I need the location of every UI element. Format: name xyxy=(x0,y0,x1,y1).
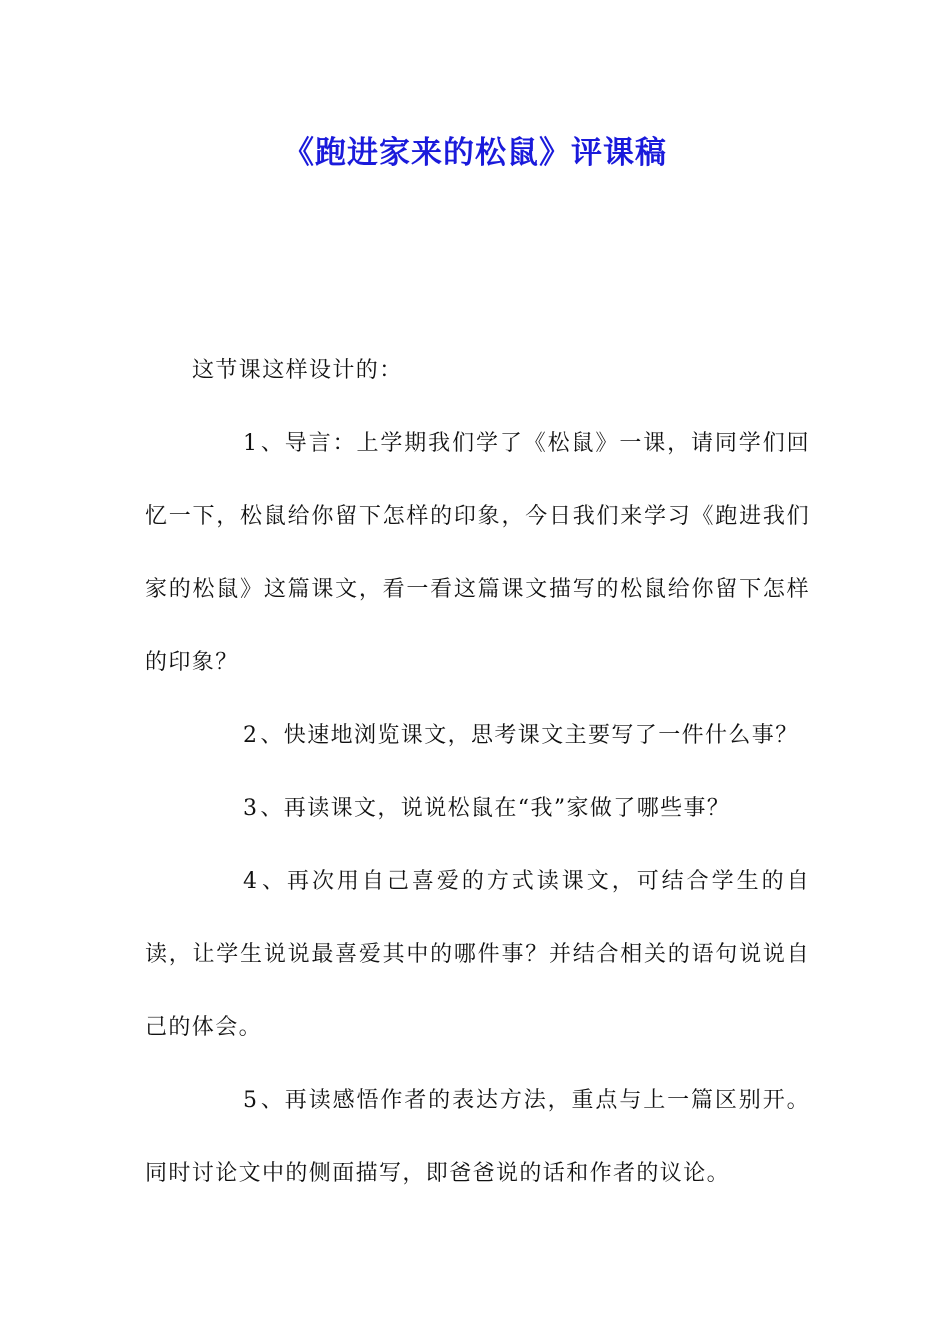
list-item xyxy=(145,1064,810,1210)
item-text: 、导言：上学期我们学了《松鼠》一课，请同学们回忆一下，松鼠给你留下怎样的印象，今日我们来学习《跑进我们家的松鼠》这篇课文，看一看这篇课文描写的松鼠给你留下怎样的印象？ xyxy=(145,431,810,675)
item-text: 、快速地浏览课文，思考课文主要写了一件什么事？ xyxy=(260,723,799,748)
item-number: 2 xyxy=(243,723,259,748)
document-title: 《跑进家来的松鼠》评课稿 xyxy=(283,135,667,171)
item-number: 5 xyxy=(243,1088,259,1113)
list-item xyxy=(145,407,810,699)
item-text: 、再次用自己喜爱的方式读课文，可结合学生的自读，让学生说说最喜爱其中的哪件事？并结合相关的语句说说自己的体会。 xyxy=(145,869,810,1040)
list-item xyxy=(145,699,810,772)
document-body xyxy=(145,334,810,1210)
item-text: 、再读感悟作者的表达方法，重点与上一篇区别开。同时讨论文中的侧面描写，即爸爸说的话和作者的议论。 xyxy=(145,1088,810,1186)
list-item xyxy=(145,845,810,1064)
item-number: 1 xyxy=(243,431,259,456)
item-text: 、再读课文，说说松鼠在“我”家做了哪些事？ xyxy=(260,796,731,821)
intro-paragraph: 这节课这样设计的： xyxy=(192,358,403,383)
item-number: 4 xyxy=(243,869,259,894)
list-item xyxy=(145,772,810,845)
item-number: 3 xyxy=(243,796,259,821)
